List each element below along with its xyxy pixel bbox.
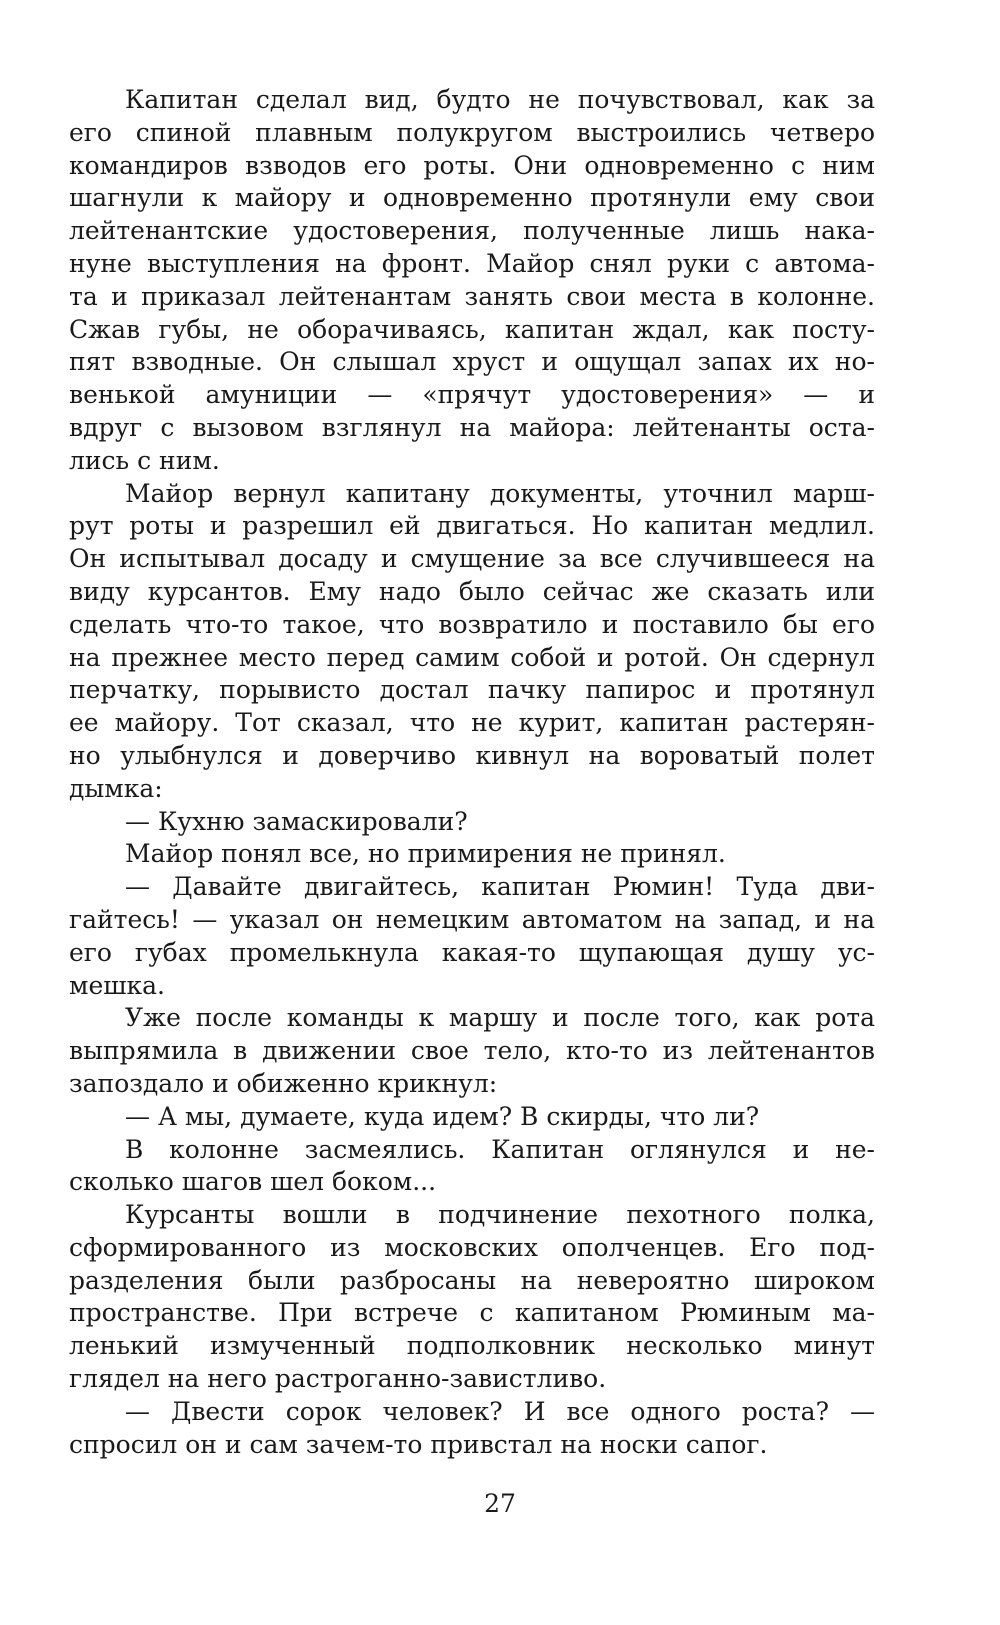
text-line: нуне выступления на фронт. Майор снял руки с автома-: [69, 248, 875, 278]
text-line: дымка:: [69, 773, 163, 803]
text-line: сколько шагов шел боком...: [69, 1167, 437, 1197]
text-line: мешка.: [69, 970, 165, 1000]
text-line: перчатку, порывисто достал пачку папирос и протянул: [69, 675, 875, 705]
text-line: командиров взводов его роты. Они одновременно с ним: [69, 150, 875, 180]
text-line: глядел на него растроганно-завистливо.: [69, 1364, 607, 1394]
text-line: Майор понял все, но примирения не принял.: [125, 839, 726, 869]
text-line: его губах промелькнула какая-то щупающая душу ус-: [69, 937, 875, 967]
page-number: 27: [484, 1489, 516, 1518]
text-line: гайтесь! — указал он немецким автоматом на запад, и на: [69, 904, 875, 934]
text-line: лись с ним.: [69, 445, 220, 475]
text-line: ленький измученный подполковник несколько минут: [69, 1331, 875, 1361]
text-line: рут роты и разрешил ей двигаться. Но капитан медлил.: [69, 511, 875, 541]
text-line: — А мы, думаете, куда идем? В скирды, что ли?: [125, 1101, 760, 1131]
text-line: В колонне засмеялись. Капитан оглянулся и не-: [125, 1134, 875, 1164]
text-line: лейтенантские удостоверения, полученные лишь нака-: [69, 216, 875, 246]
text-line: — Двести сорок человек? И все одного роста? —: [125, 1396, 875, 1426]
text-line: шагнули к майору и одновременно протянули ему свои: [69, 183, 875, 213]
text-line: выпрямила в движении свое тело, кто-то из лейтенантов: [69, 1036, 875, 1066]
text-line: Уже после команды к маршу и после того, как рота: [125, 1003, 875, 1033]
text-line: Он испытывал досаду и смущение за все случившееся на: [69, 544, 875, 574]
text-line: пространстве. При встрече с капитаном Рюминым ма-: [69, 1298, 875, 1328]
text-line: Курсанты вошли в подчинение пехотного полка,: [125, 1200, 875, 1230]
text-line: ее майору. Тот сказал, что не курит, капитан растерян-: [69, 708, 875, 738]
text-line: Майор вернул капитану документы, уточнил марш-: [125, 478, 875, 508]
text-line: разделения были разбросаны на невероятно широком: [69, 1265, 875, 1295]
text-line: его спиной плавным полукругом выстроились четверо: [69, 117, 875, 147]
text-line: Сжав губы, не оборачиваясь, капитан ждал, как посту-: [69, 314, 875, 344]
text-line: запоздало и обиженно крикнул:: [69, 1068, 498, 1098]
text-line: пят взводные. Он слышал хруст и ощущал запах их но-: [69, 347, 875, 377]
text-line: вдруг с вызовом взглянул на майора: лейтенанты оста-: [69, 412, 875, 442]
text-line: Капитан сделал вид, будто не почувствовал, как за: [125, 85, 875, 114]
text-line: — Давайте двигайтесь, капитан Рюмин! Туда дви-: [125, 872, 875, 902]
text-line: спросил он и сам зачем-то привстал на носки сапог.: [69, 1429, 768, 1459]
body-text: [69, 84, 875, 1461]
text-line: — Кухню замаскировали?: [125, 806, 468, 836]
text-line: сделать что-то такое, что возвратило и поставило бы его: [69, 609, 875, 639]
text-line: но улыбнулся и доверчиво кивнул на вороватый полет: [69, 740, 875, 770]
text-line: та и приказал лейтенантам занять свои места в колонне.: [69, 281, 875, 311]
text-line: сформированного из московских ополченцев. Его под-: [69, 1232, 875, 1262]
text-line: виду курсантов. Ему надо было сейчас же сказать или: [69, 576, 875, 606]
text-line: венькой амуниции — «прячут удостоверения» — и: [69, 380, 875, 410]
text-line: на прежнее место перед самим собой и ротой. Он сдернул: [69, 642, 875, 672]
